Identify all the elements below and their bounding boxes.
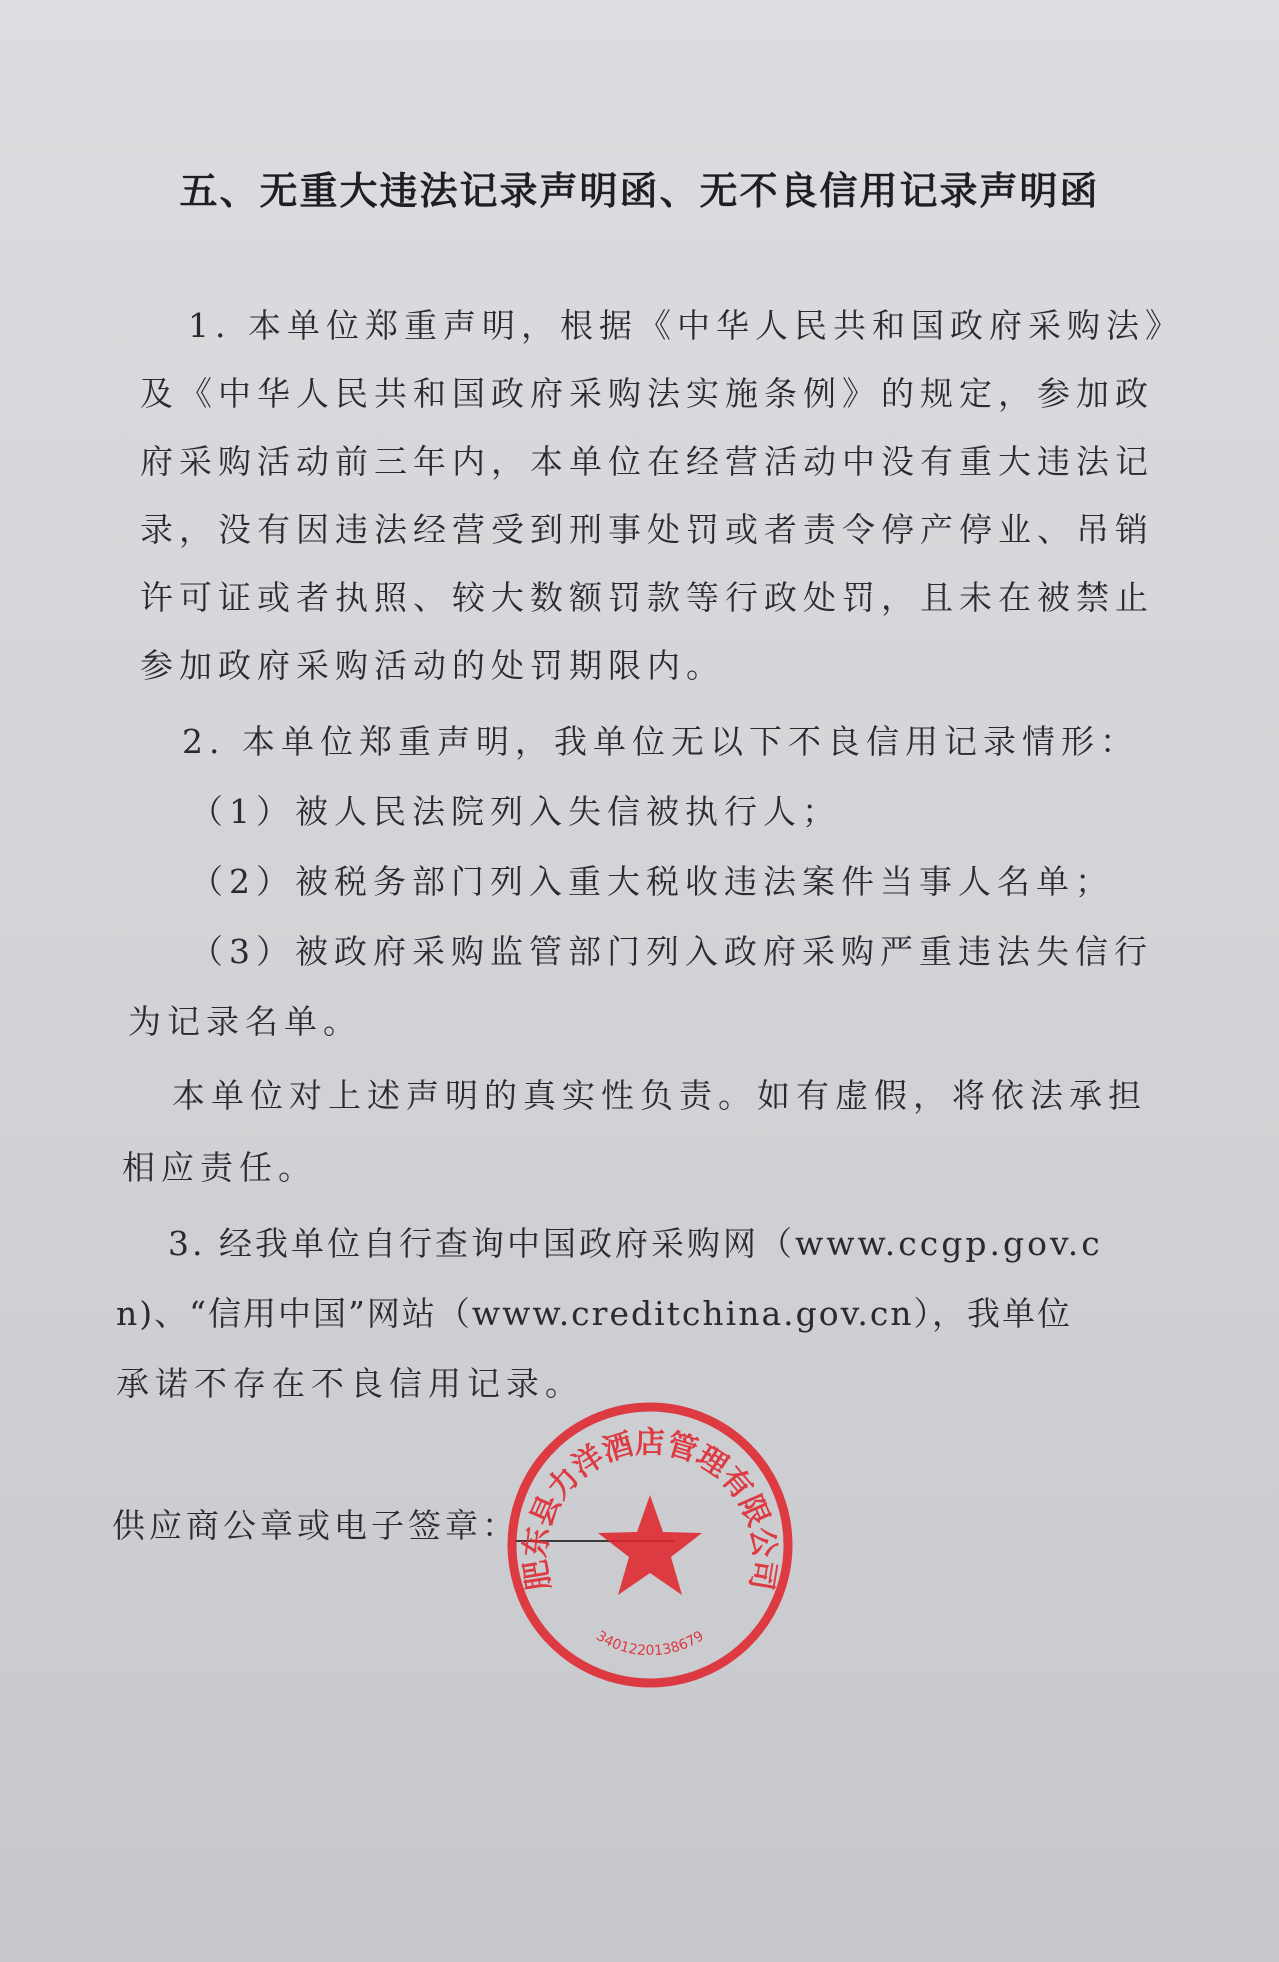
document-title: 五、无重大违法记录声明函、无不良信用记录声明函 [179, 169, 1100, 213]
responsibility-line-2: 相应责任。 [122, 1148, 317, 1187]
seal-code-path: 3401220138679 [593, 1628, 707, 1660]
paragraph-2-line-1: 2. 本单位郑重声明，我单位无以下不良信用记录情形： [182, 722, 1139, 761]
seal-company-name-path: 肥东县力洋酒店管理有限公司 [518, 1425, 782, 1593]
paragraph-3-line-3: 承诺不存在不良信用记录。 [116, 1364, 584, 1403]
seal-code [593, 1628, 707, 1659]
paragraph-1-line-5: 许可证或者执照、较大数额罚款等行政处罚，且未在被禁止 [140, 578, 1154, 617]
paragraph-1-line-3: 府采购活动前三年内，本单位在经营活动中没有重大违法记 [140, 442, 1154, 481]
signature-label: 供应商公章或电子签章： [112, 1506, 519, 1545]
paragraph-1-line-1: 1. 本单位郑重声明，根据《中华人民共和国政府采购法》 [188, 306, 1184, 345]
list-item-3-line-2: 为记录名单。 [128, 1002, 362, 1041]
paragraph-1-line-2: 及《中华人民共和国政府采购法实施条例》的规定，参加政 [140, 374, 1154, 413]
paragraph-1-line-4: 录，没有因违法经营受到刑事处罚或者责令停产停业、吊销 [140, 510, 1154, 549]
list-item-3-line-1: （3）被政府采购监管部门列入政府采购严重违法失信行 [190, 932, 1153, 971]
paragraph-3-line-1: 3. 经我单位自行查询中国政府采购网（www.ccgp.gov.c [168, 1224, 1103, 1263]
responsibility-line-1: 本单位对上述声明的真实性负责。如有虚假，将依法承担 [172, 1076, 1147, 1115]
list-item-1: （1）被人民法院列入失信被执行人； [190, 792, 841, 831]
paragraph-3-line-2: n)、“信用中国”网站（www.creditchina.gov.cn），我单位 [116, 1294, 1073, 1333]
paragraph-1-line-6: 参加政府采购活动的处罚期限内。 [140, 646, 725, 685]
company-seal [500, 1395, 800, 1695]
list-item-2: （2）被税务部门列入重大税收违法案件当事人名单； [190, 862, 1114, 901]
seal-star-icon [598, 1495, 702, 1595]
